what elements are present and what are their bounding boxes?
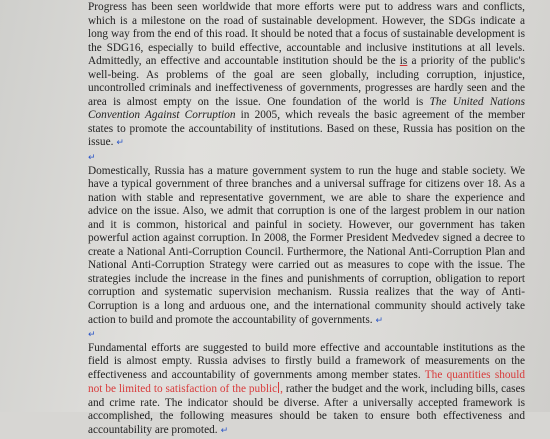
- paragraph-domestic-policy: [88, 165, 525, 329]
- paragraph-mark-icon: ↵: [220, 425, 229, 436]
- empty-line: [88, 328, 525, 342]
- empty-line: [88, 151, 525, 165]
- paragraph1-underlined-word: is: [399, 55, 408, 68]
- text-cursor: [278, 382, 279, 393]
- paragraph-fundamental-efforts: [88, 342, 525, 439]
- paragraph-mark-icon: ↵: [88, 153, 96, 164]
- paragraph-mark-icon: ↵: [88, 330, 96, 341]
- paragraph-mark-icon: ↵: [116, 138, 124, 149]
- paragraph3-highlighted-sentence: The quantities should not be limited to satisfaction of the public: [88, 368, 525, 396]
- document-body[interactable]: [88, 1, 525, 439]
- paragraph3-highlighted-comma: ,: [280, 383, 283, 396]
- paragraph1-text-b: a priority of the public's well-being. As problems of the goal are seen globally, including corruption, injustice, uncontrolled criminals and ineffectiveness of governments, progresses are hardly seen and the area is almost empty on the issue. One foundation of the world is: [88, 55, 525, 108]
- paragraph3-text-a: Fundamental efforts are suggested to build more effective and accountable institutions as the field is almost empty. Russia advises to firstly build a framework of measurements on the effectiveness and accountability of governments among member states.: [88, 341, 525, 381]
- paragraph-mark-icon: ↵: [375, 315, 384, 326]
- paragraph3-text-b: rather the budget and the work, including bills, cases and crime rate. The indicator should be diverse. After a universally accepted framework is accomplished, the following measures should be taken to ensure both effectiveness and accountability are promoted.: [88, 383, 525, 436]
- paragraph1-convention-title: The United Nations Convention Against Corruption: [88, 95, 525, 122]
- paragraph1-text-a: Progress has been seen worldwide that more efforts were put to address wars and conflicts, which is a milestone on the road of sustainable development. However, the SDGs indicate a long way from the end of this road. It should be noted that a focus of sustainable development is the SDG16, especially to build effective, accountable and inclusive institutions at all levels. Admittedly, an effective and accountable institution should be the: [88, 1, 525, 68]
- paragraph1-text-c: in 2005, which reveals the basic agreement of the member states to promote the accountability of institutions. Based on these, Russia has position on the issue.: [88, 109, 525, 149]
- paragraph-sdg16-position: [88, 1, 525, 151]
- paragraph2-text: Domestically, Russia has a mature government system to run the huge and stable society. We have a typical government of three branches and a universal suffrage for citizens over 18. As a nation with stable and representative government, we are able to share the experience and advice on the issue. Also, we admit that corruption is one of the largest problem in our nation and it is common, historical and painful in society. However, our government has taken powerful action against corruption. In 2008, the Former President Medvedev signed a decree to create a National Anti-Corruption Council. Furthermore, the National Anti-Corruption Plan and National Anti-Corruption Strategy were carried out as measures to cope with the issue. The strategies include the increase in the fines and punishments of corruption, obligation to report corruption and systematic supervision mechanism. Russia realizes that the way of Anti-Corruption is a long and arduous one, and the international community should actively take action to build and promote the accountability of governments.: [88, 164, 525, 326]
